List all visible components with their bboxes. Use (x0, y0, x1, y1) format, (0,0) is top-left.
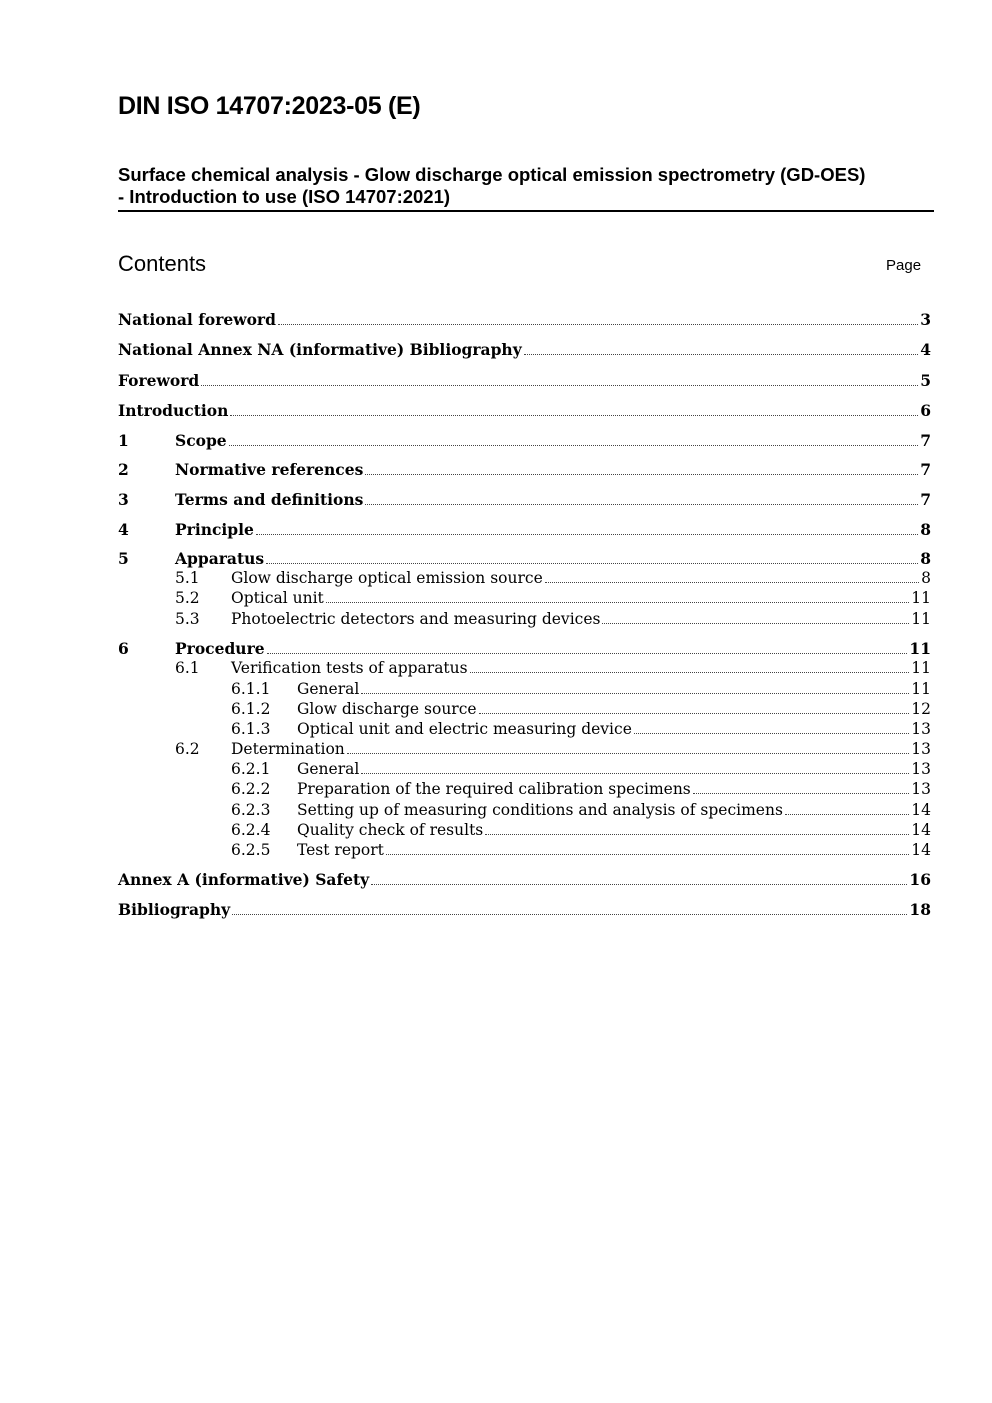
toc-dot-leader (232, 914, 907, 915)
toc-entry-number: 4 (118, 520, 129, 539)
toc-entry-title: General (297, 680, 360, 698)
toc-entry-title: Foreword (118, 371, 200, 390)
toc-dot-leader (371, 884, 907, 885)
toc-entry[interactable] (118, 549, 931, 569)
toc-entry[interactable] (175, 589, 931, 609)
toc-dot-leader (201, 385, 918, 386)
toc-entry-page: 14 (911, 801, 931, 819)
toc-entry-title: Verification tests of apparatus (231, 659, 468, 677)
toc-entry[interactable] (118, 870, 931, 890)
toc-entry[interactable] (231, 680, 931, 700)
toc-entry-number: 6.1.3 (231, 720, 271, 738)
contents-heading: Contents (118, 251, 207, 276)
toc-entry-page: 14 (911, 841, 931, 859)
toc-entry-number: 6.2.4 (231, 821, 271, 839)
toc-entry-number: 3 (118, 490, 129, 509)
toc-entry-page: 6 (920, 401, 931, 420)
toc-entry-number: 6.2.2 (231, 780, 271, 798)
toc-entry-number: 5 (118, 549, 129, 568)
toc-entry[interactable] (231, 821, 931, 841)
toc-entry-page: 7 (920, 431, 931, 450)
toc-dot-leader (693, 793, 909, 794)
toc-entry[interactable] (118, 340, 931, 360)
toc-dot-leader (361, 773, 909, 774)
toc-entry-title: Apparatus (175, 549, 265, 568)
toc-dot-leader (479, 713, 910, 714)
toc-entry-page: 8 (921, 569, 931, 587)
toc-entry-number: 6.1.1 (231, 680, 271, 698)
toc-entry[interactable] (118, 431, 931, 451)
toc-entry-page: 7 (920, 460, 931, 479)
toc-entry-page: 4 (920, 340, 931, 359)
toc-entry[interactable] (118, 460, 931, 480)
toc-dot-leader (229, 445, 919, 446)
toc-entry-page: 16 (909, 870, 931, 889)
toc-entry[interactable] (118, 900, 931, 920)
toc-entry[interactable] (118, 401, 931, 421)
toc-entry-title: Glow discharge source (297, 700, 477, 718)
toc-entry-number: 6.2.3 (231, 801, 271, 819)
toc-entry-title: Bibliography (118, 900, 231, 919)
toc-entry-title: Procedure (175, 639, 265, 658)
toc-entry[interactable] (231, 801, 931, 821)
toc-entry[interactable] (118, 310, 931, 330)
toc-entry[interactable] (231, 720, 931, 740)
toc-dot-leader (634, 733, 909, 734)
toc-dot-leader (485, 834, 909, 835)
toc-entry-page: 7 (920, 490, 931, 509)
toc-dot-leader (545, 582, 919, 583)
toc-entry[interactable] (175, 740, 931, 760)
toc-entry-number: 6.1.2 (231, 700, 271, 718)
toc-dot-leader (230, 415, 918, 416)
toc-entry[interactable] (118, 371, 931, 391)
toc-entry-title: Test report (297, 841, 384, 859)
toc-entry-title: Glow discharge optical emission source (231, 569, 543, 587)
toc-entry-title: Annex A (informative) Safety (118, 870, 370, 889)
document-id: DIN ISO 14707:2023-05 (E) (118, 92, 421, 120)
toc-entry[interactable] (118, 639, 931, 659)
toc-dot-leader (256, 534, 918, 535)
toc-entry-page: 5 (920, 371, 931, 390)
toc-entry-number: 2 (118, 460, 129, 479)
toc-entry[interactable] (231, 841, 931, 861)
toc-entry-number: 1 (118, 431, 129, 450)
toc-entry-title: Scope (175, 431, 227, 450)
toc-entry-title: National Annex NA (informative) Bibliography (118, 340, 522, 359)
toc-entry-page: 3 (920, 310, 931, 329)
toc-entry[interactable] (231, 780, 931, 800)
toc-dot-leader (278, 324, 918, 325)
toc-entry[interactable] (175, 610, 931, 630)
toc-entry-title: National foreword (118, 310, 276, 329)
toc-dot-leader (267, 653, 908, 654)
toc-dot-leader (347, 753, 909, 754)
toc-entry-number: 5.1 (175, 569, 200, 587)
toc-entry[interactable] (175, 659, 931, 679)
toc-entry-page: 8 (920, 520, 931, 539)
toc-entry-title: Setting up of measuring conditions and analysis of specimens (297, 801, 783, 819)
toc-entry[interactable] (231, 700, 931, 720)
toc-entry-page: 14 (911, 821, 931, 839)
toc-entry-page: 13 (911, 720, 931, 738)
toc-entry-page: 11 (911, 589, 931, 607)
toc-entry-title: Normative references (175, 460, 364, 479)
toc-entry-number: 5.3 (175, 610, 200, 628)
toc-entry-page: 11 (911, 680, 931, 698)
toc-entry-page: 11 (911, 659, 931, 677)
toc-entry-title: General (297, 760, 360, 778)
toc-entry-number: 6.1 (175, 659, 200, 677)
toc-entry-page: 13 (911, 780, 931, 798)
toc-entry-page: 11 (909, 639, 931, 658)
toc-entry-page: 13 (911, 740, 931, 758)
toc-dot-leader (470, 672, 910, 673)
toc-entry-page: 11 (911, 610, 931, 628)
toc-entry[interactable] (118, 490, 931, 510)
toc-dot-leader (361, 693, 909, 694)
toc-dot-leader (602, 623, 909, 624)
toc-entry-page: 8 (920, 549, 931, 568)
toc-entry-title: Terms and definitions (175, 490, 364, 509)
toc-entry-title: Photoelectric detectors and measuring devices (231, 610, 601, 628)
page-column-heading: Page (886, 257, 922, 274)
toc-entry-title: Preparation of the required calibration specimens (297, 780, 691, 798)
toc-entry-title: Optical unit and electric measuring device (297, 720, 632, 738)
toc-entry-page: 13 (911, 760, 931, 778)
toc-dot-leader (365, 504, 918, 505)
toc-entry-number: 6.2.1 (231, 760, 271, 778)
toc-entry-title: Principle (175, 520, 254, 539)
toc-entry[interactable] (231, 760, 931, 780)
toc-entry-number: 6 (118, 639, 129, 658)
toc-entry-title: Determination (231, 740, 345, 758)
toc-entry[interactable] (118, 520, 931, 540)
toc-entry-title: Introduction (118, 401, 229, 420)
toc-entry-number: 5.2 (175, 589, 200, 607)
toc-entry-number: 6.2 (175, 740, 200, 758)
toc-dot-leader (365, 474, 918, 475)
toc-entry-title: Quality check of results (297, 821, 484, 839)
toc-entry-title: Optical unit (231, 589, 324, 607)
toc-dot-leader (386, 854, 909, 855)
toc-dot-leader (326, 602, 909, 603)
toc-dot-leader (266, 563, 918, 564)
toc-entry-page: 12 (911, 700, 931, 718)
subtitle-line-2: - Introduction to use (ISO 14707:2021) (118, 186, 451, 207)
toc-entry[interactable] (175, 569, 931, 589)
subtitle-line-1: Surface chemical analysis - Glow discharge optical emission spectrometry (GD-OES) (118, 164, 866, 185)
toc-entry-page: 18 (909, 900, 931, 919)
toc-entry-number: 6.2.5 (231, 841, 271, 859)
toc-dot-leader (785, 814, 909, 815)
toc-dot-leader (524, 354, 918, 355)
